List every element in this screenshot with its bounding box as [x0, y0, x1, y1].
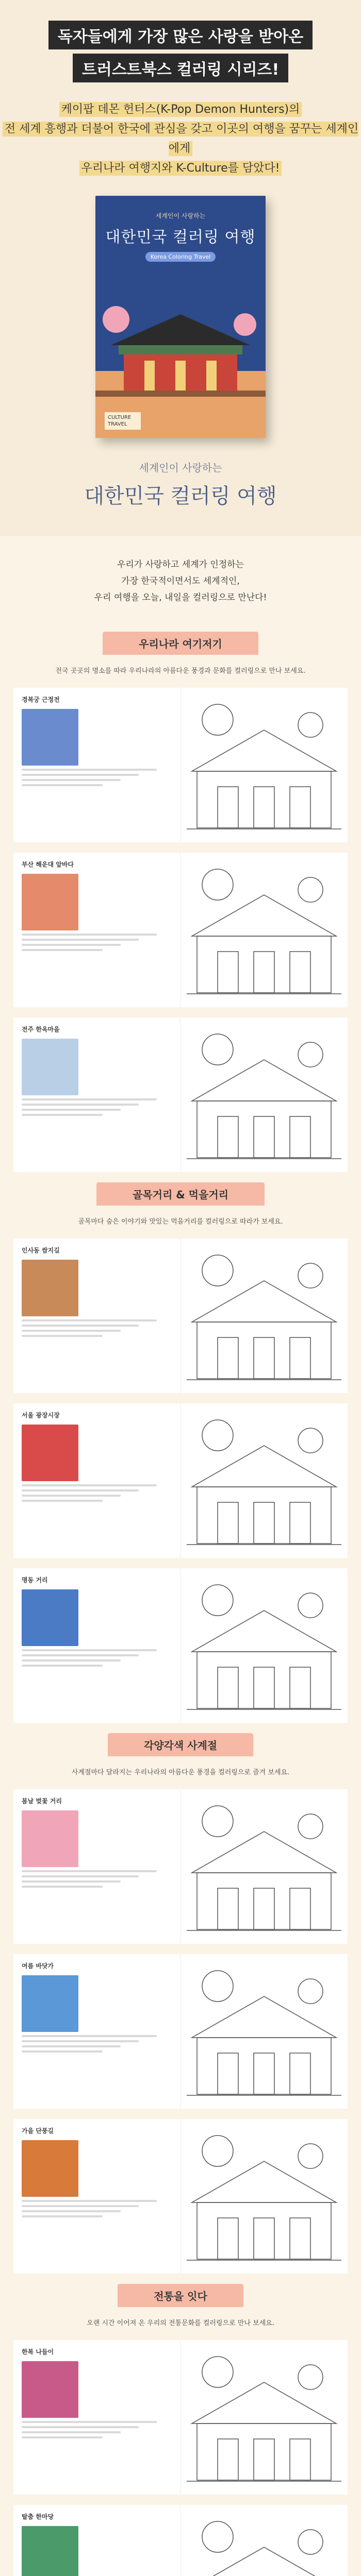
caption-text-lines: [22, 2200, 172, 2217]
section-title: 우리나라 여기저기: [103, 632, 258, 655]
color-sample-image: [22, 1039, 78, 1095]
card-right-page: [180, 2119, 348, 2274]
caption-text-lines: [22, 1870, 172, 1888]
hero: [0, 0, 361, 536]
section-description: 사계절마다 달라지는 우리나라의 아름다운 풍경을 컬러링으로 즐겨 보세요.: [71, 1769, 290, 1776]
intro: [0, 536, 361, 632]
book-small-title: 세계인이 사랑하는: [155, 212, 206, 219]
line-art-illustration: [187, 1574, 341, 1717]
line-art-illustration: [187, 1795, 341, 1938]
hero-title-line2: 트러스트북스 컬러링 시리즈!: [73, 54, 288, 82]
caption-text-lines: [22, 934, 172, 951]
color-sample-image: [22, 2140, 78, 2197]
card-title: 가을 단풍길: [22, 2127, 54, 2134]
card-title: 전주 한옥마을: [22, 1026, 60, 1033]
hero-sub-2: 전 세계 흥행과 더불어 한국에 관심을 갖고 이곳의 여행을 꿈꾸는 세계인에게: [3, 122, 358, 156]
color-sample-image: [22, 874, 78, 930]
section-header: [0, 2284, 361, 2307]
card-right-page: [180, 1568, 348, 1723]
line-art-illustration: [187, 2511, 341, 2576]
color-sample-image: [22, 709, 78, 766]
card-right-page: [180, 2505, 348, 2576]
card-left-page: [13, 2340, 180, 2495]
card-left-page: [13, 1568, 180, 1723]
caption-text-lines: [22, 1484, 172, 1502]
color-sample-image: [22, 1260, 78, 1316]
card-title: 탈춤 한마당: [22, 2513, 54, 2520]
color-sample-image: [22, 2361, 78, 2418]
line-art-illustration: [187, 1410, 341, 1552]
coloring-page-card: [13, 1789, 348, 1944]
card-right-page: [180, 1789, 348, 1944]
hero-sub-1: 케이팝 데몬 헌터스(K-Pop Demon Hunters)의: [59, 102, 302, 117]
card-right-page: [180, 853, 348, 1007]
card-right-page: [180, 2340, 348, 2495]
card-left-page: [13, 1018, 180, 1172]
coloring-page-card: [13, 853, 348, 1007]
book-title: 대한민국 컬러링 여행: [105, 228, 256, 246]
section: [0, 1733, 361, 2274]
hero-sub-3: 우리나라 여행지와 K-Culture를 담았다!: [79, 161, 282, 176]
card-right-page: [180, 1239, 348, 1393]
card-left-page: [13, 853, 180, 1007]
section-title: 각양각색 사계절: [108, 1733, 253, 1756]
section-header: [0, 1182, 361, 1206]
coloring-page-card: [13, 2340, 348, 2495]
book-label: CULTURE TRAVEL: [105, 412, 141, 430]
line-art-illustration: [187, 2346, 341, 2488]
card-title: 부산 해운대 앞바다: [22, 861, 74, 868]
section-description: 오랜 시간 이어져 온 우리의 전통문화를 컬러링으로 만나 보세요.: [87, 2319, 274, 2327]
intro-line-2: 가장 한국적이면서도 세계적인,: [121, 576, 240, 586]
book-en-title: Korea Coloring Travel: [145, 252, 216, 262]
coloring-page-card: [13, 2119, 348, 2274]
coloring-page-card: [13, 1403, 348, 1558]
section: [0, 2284, 361, 2576]
card-right-page: [180, 688, 348, 842]
caption-text-lines: [22, 2035, 172, 2053]
card-title: 경복궁 근정전: [22, 696, 60, 703]
caption-text-lines: [22, 1098, 172, 1116]
book-cover: [95, 196, 266, 438]
card-title: 명동 거리: [22, 1577, 48, 1584]
caption-text-lines: [22, 1649, 172, 1667]
color-sample-image: [22, 2526, 78, 2576]
color-sample-image: [22, 1810, 78, 1867]
line-art-illustration: [187, 1960, 341, 2103]
card-left-page: [13, 1403, 180, 1558]
line-art-illustration: [187, 2125, 341, 2267]
card-title: 봄날 벚꽃 거리: [22, 1798, 62, 1805]
sections: [0, 632, 361, 2576]
card-title: 여름 바닷가: [22, 1962, 54, 1970]
card-left-page: [13, 1954, 180, 2109]
color-sample-image: [22, 1975, 78, 2032]
color-sample-image: [22, 1589, 78, 1646]
section-header: [0, 632, 361, 655]
coloring-page-card: [13, 1018, 348, 1172]
card-title: 인사동 쌈지길: [22, 1247, 60, 1254]
card-left-page: [13, 1789, 180, 1944]
section: [0, 632, 361, 1172]
hero-name: [0, 460, 361, 509]
intro-line-1: 우리가 사랑하고 세계가 인정하는: [117, 560, 244, 570]
hero-subtitle: [0, 100, 361, 178]
color-sample-image: [22, 1425, 78, 1481]
section: [0, 1182, 361, 1723]
section-description: 골목마다 숨은 이야기와 맛있는 먹을거리를 컬러링으로 따라가 보세요.: [78, 1218, 283, 1226]
section-title: 골목거리 & 먹을거리: [96, 1182, 265, 1206]
section-header: [0, 1733, 361, 1756]
caption-text-lines: [22, 2421, 172, 2438]
hero-title-line1: 독자들에게 가장 많은 사랑을 받아온: [48, 21, 313, 49]
card-left-page: [13, 2119, 180, 2274]
card-left-page: [13, 2505, 180, 2576]
card-title: 서울 광장시장: [22, 1412, 60, 1419]
card-right-page: [180, 1018, 348, 1172]
coloring-page-card: [13, 1568, 348, 1723]
line-art-illustration: [187, 1245, 341, 1387]
line-art-illustration: [187, 1024, 341, 1166]
caption-text-lines: [22, 769, 172, 786]
card-left-page: [13, 688, 180, 842]
coloring-page-card: [13, 1954, 348, 2109]
card-left-page: [13, 1239, 180, 1393]
line-art-illustration: [187, 859, 341, 1001]
section-title: 전통을 잇다: [118, 2284, 243, 2307]
coloring-page-card: [13, 688, 348, 842]
coloring-page-card: [13, 1239, 348, 1393]
card-title: 한복 나들이: [22, 2348, 54, 2355]
card-right-page: [180, 1954, 348, 2109]
coloring-page-card: [13, 2505, 348, 2576]
card-right-page: [180, 1403, 348, 1558]
hero-name-small: 세계인이 사랑하는: [139, 462, 222, 474]
section-description: 전국 곳곳의 명소를 따라 우리나라의 아름다운 풍경과 문화를 컬러링으로 만나 보세요.: [55, 667, 306, 675]
intro-line-3: 우리 여행을 오늘, 내일을 컬러링으로 만난다!: [94, 592, 267, 603]
hero-name-big: 대한민국 컬러링 여행: [84, 484, 277, 508]
caption-text-lines: [22, 1319, 172, 1337]
line-art-illustration: [187, 694, 341, 836]
